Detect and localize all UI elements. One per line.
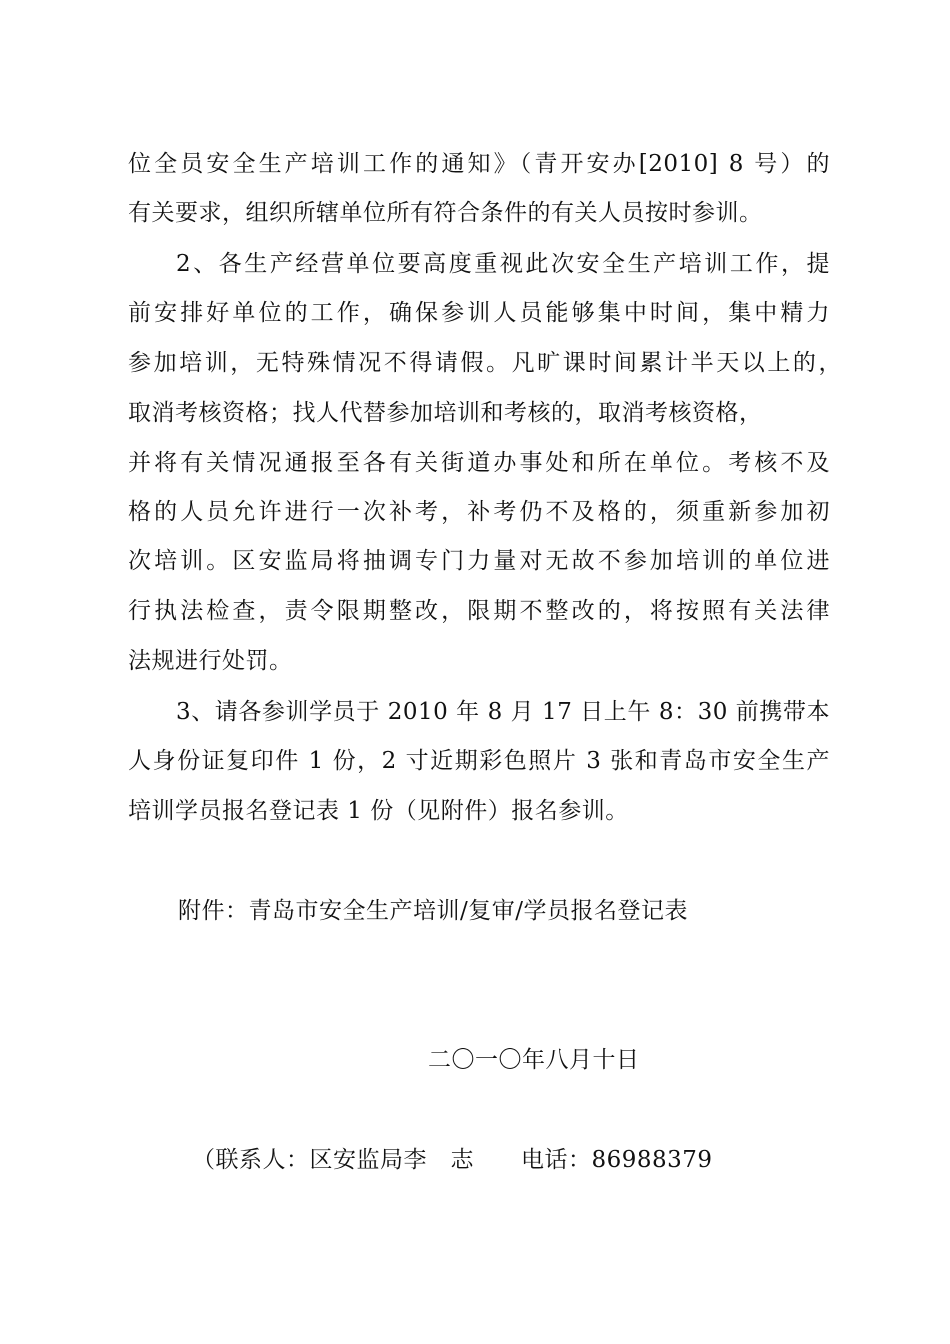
contact-info: （联系人：区安监局李 志 电话：86988379	[192, 1147, 713, 1173]
paragraph-2-line-8: 行执法检查，责令限期整改，限期不整改的，将按照有关法律	[128, 598, 830, 624]
issue-date: 二〇一〇年八月十日	[428, 1047, 640, 1073]
paragraph-2-line-5: 并将有关情况通报至各有关街道办事处和所在单位。考核不及	[128, 450, 830, 476]
paragraph-2-line-1: 2、各生产经营单位要高度重视此次安全生产培训工作，提	[176, 251, 830, 277]
paragraph-2-line-6: 格的人员允许进行一次补考，补考仍不及格的，须重新参加初	[128, 499, 830, 525]
paragraph-2-line-7: 次培训。区安监局将抽调专门力量对无故不参加培训的单位进	[128, 548, 830, 574]
paragraph-1-line-2: 有关要求，组织所辖单位所有符合条件的有关人员按时参训。	[128, 200, 763, 226]
paragraph-2-line-9: 法规进行处罚。	[128, 648, 293, 674]
paragraph-2-line-3: 参加培训，无特殊情况不得请假。凡旷课时间累计半天以上的，	[128, 350, 842, 376]
paragraph-1-line-1: 位全员安全生产培训工作的通知》（青开安办[2010] 8 号）的	[128, 151, 830, 177]
attachment-note: 附件：青岛市安全生产培训/复审/学员报名登记表	[178, 898, 688, 924]
paragraph-2-line-4: 取消考核资格；找人代替参加培训和考核的，取消考核资格，	[128, 400, 763, 426]
paragraph-2-line-2: 前安排好单位的工作，确保参训人员能够集中时间，集中精力	[128, 300, 830, 326]
paragraph-3-line-3: 培训学员报名登记表 1 份（见附件）报名参训。	[128, 798, 629, 824]
paragraph-3-line-2: 人身份证复印件 1 份，2 寸近期彩色照片 3 张和青岛市安全生产	[128, 748, 830, 774]
paragraph-3-line-1: 3、请各参训学员于 2010 年 8 月 17 日上午 8：30 前携带本	[176, 699, 830, 725]
